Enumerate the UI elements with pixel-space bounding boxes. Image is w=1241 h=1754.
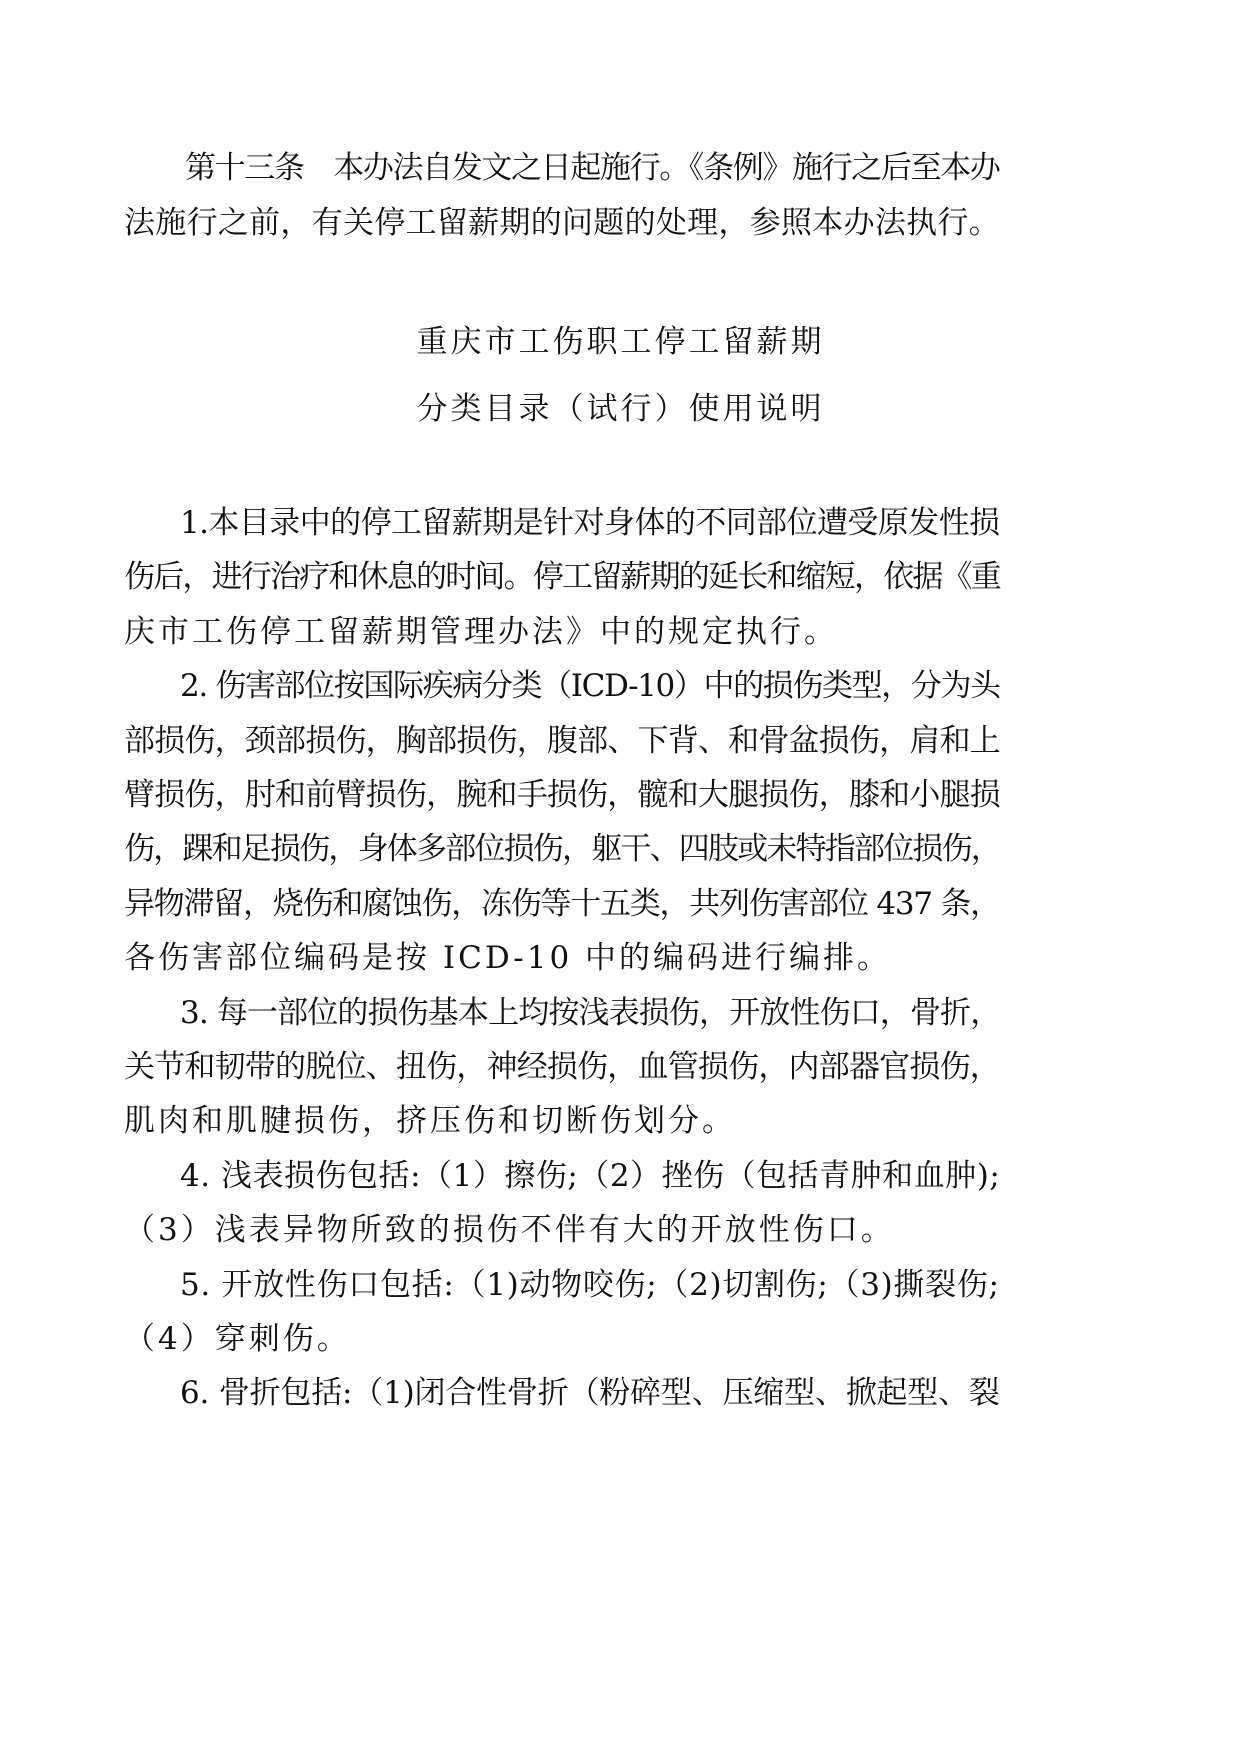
item-2-line-4: 伤，踝和足损伤，身体多部位损伤，躯干、四肢或未特指部位损伤， (124, 831, 1000, 867)
item-2-line-1: 2. 伤害部位按国际疾病分类（ICD-10）中的损伤类型，分为头 (180, 668, 1000, 704)
item-2-line-5: 异物滞留，烧伤和腐蚀伤，冻伤等十五类，共列伤害部位 437 条， (124, 886, 1000, 922)
item-4-line-2: （3）浅表异物所致的损伤不伴有大的开放性伤口。 (124, 1212, 895, 1248)
section-title-line-2: 分类目录（试行）使用说明 (416, 391, 825, 427)
item-2-line-2: 部损伤，颈部损伤，胸部损伤，腹部、下背、和骨盆损伤，肩和上 (124, 723, 1000, 759)
item-5-line-2: （4）穿刺伤。 (124, 1321, 351, 1357)
item-2-line-3: 臂损伤，肘和前臂损伤，腕和手损伤，髋和大腿损伤，膝和小腿损 (124, 777, 1000, 813)
item-3-line-1: 3. 每一部位的损伤基本上均按浅表损伤，开放性伤口，骨折， (180, 995, 1001, 1031)
item-3-line-3: 肌肉和肌腱损伤，挤压伤和切断伤划分。 (124, 1103, 736, 1139)
item-4-line-1: 4. 浅表损伤包括:（1）擦伤;（2）挫伤（包括青肿和血肿); (180, 1158, 1001, 1194)
article-13-line-2: 法施行之前，有关停工留薪期的问题的处理，参照本办法执行。 (124, 205, 1000, 241)
item-1-line-1: 1.本目录中的停工留薪期是针对身体的不同部位遭受原发性损 (180, 505, 1000, 541)
section-title-line-1: 重庆市工伤职工停工留薪期 (416, 324, 825, 360)
item-1-line-3: 庆市工伤停工留薪期管理办法》中的规定执行。 (124, 614, 838, 650)
item-3-line-2: 关节和韧带的脱位、扭伤，神经损伤，血管损伤，内部器官损伤， (124, 1049, 1000, 1085)
item-6-line-1: 6. 骨折包括:（1)闭合性骨折（粉碎型、压缩型、掀起型、裂 (180, 1375, 1000, 1411)
item-1-line-2: 伤后，进行治疗和休息的时间。停工留薪期的延长和缩短，依据《重 (124, 559, 1000, 595)
article-13-line-1: 第十三条 本办法自发文之日起施行。《条例》施行之后至本办 (185, 150, 1000, 186)
item-5-line-1: 5. 开放性伤口包括:（1)动物咬伤;（2)切割伤;（3)撕裂伤; (180, 1267, 1000, 1303)
item-2-line-6: 各伤害部位编码是按 ICD-10 中的编码进行编排。 (124, 940, 892, 976)
